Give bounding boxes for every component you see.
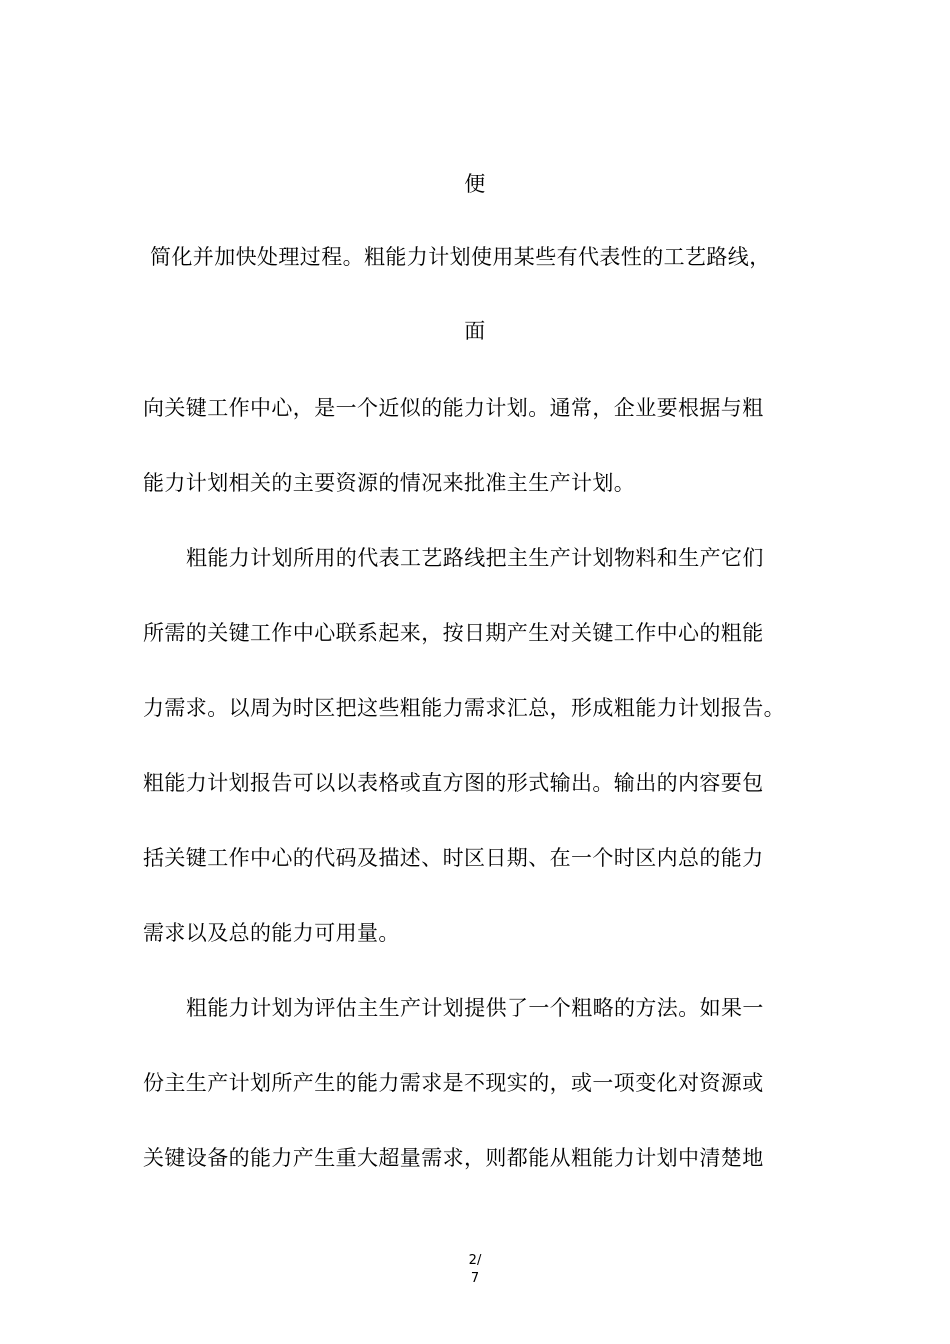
page-number-bottom: 7 (470, 1271, 480, 1286)
text-line-6: 粗能力计划所用的代表工艺路线把主生产计划物料和生产它们 (186, 546, 764, 570)
text-line-7: 所需的关键工作中心联系起来，按日期产生对关键工作中心的粗能 (143, 621, 764, 645)
text-line-11: 需求以及总的能力可用量。 (143, 921, 400, 945)
text-line-10: 括关键工作中心的代码及描述、时区日期、在一个时区内总的能力 (143, 846, 764, 870)
text-line-5: 能力计划相关的主要资源的情况来批准主生产计划。 (143, 471, 636, 495)
text-line-3: 面 (464, 319, 486, 343)
page-number-top: 2/ (468, 1253, 482, 1268)
text-line-13: 份主生产计划所产生的能力需求是不现实的，或一项变化对资源或 (143, 1071, 764, 1095)
text-line-1: 便 (464, 172, 486, 196)
text-line-9: 粗能力计划报告可以以表格或直方图的形式输出。输出的内容要包 (143, 771, 764, 795)
text-line-14: 关键设备的能力产生重大超量需求，则都能从粗能力计划中清楚地 (143, 1146, 764, 1170)
text-line-2: 简化并加快处理过程。粗能力计划使用某些有代表性的工艺路线， (150, 245, 771, 269)
text-line-12: 粗能力计划为评估主生产计划提供了一个粗略的方法。如果一 (186, 996, 764, 1020)
text-line-4: 向关键工作中心，是一个近似的能力计划。通常，企业要根据与粗 (143, 396, 764, 420)
text-line-8: 力需求。以周为时区把这些粗能力需求汇总，形成粗能力计划报告。 (143, 696, 785, 720)
